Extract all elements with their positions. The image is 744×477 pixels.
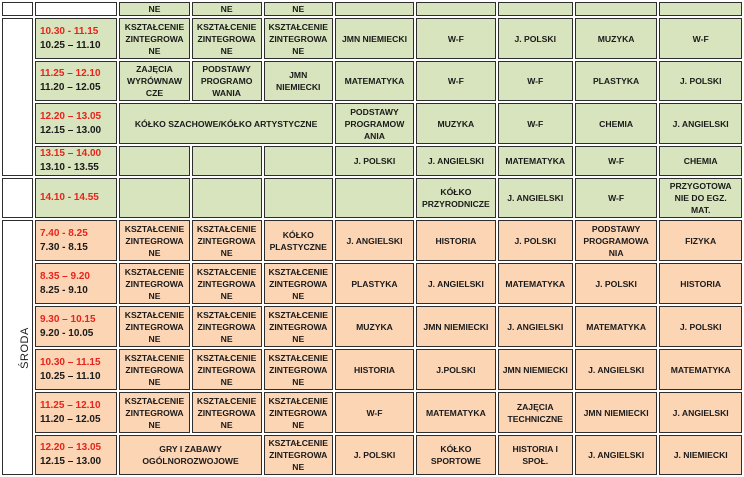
time-cell [35,435,118,475]
subject-cell: J. ANGIELSKI [498,178,573,218]
time-cell [35,178,118,218]
subject-cell: NE [119,2,189,16]
lesson-time-secondary: 10.25 – 11.10 [39,370,101,382]
subject-cell: KSZTAŁCENIE ZINTEGROWA NE [264,306,333,347]
table-row [2,18,742,59]
time-cell [35,18,118,59]
subject-cell: PODSTAWY PROGRAMOW ANIA [335,103,414,144]
subject-cell: J. ANGIELSKI [659,103,742,144]
merged-subject-cell: KÓŁKO SZACHOWE/KÓŁKO ARTYSTYCZNE [119,103,332,144]
subject-cell: HISTORIA [416,220,495,261]
subject-cell: W-F [659,18,742,59]
lesson-time-primary: 8.35 – 9.20 [39,270,90,282]
subject-cell [498,2,573,16]
lesson-time-secondary: 12.15 – 13.00 [39,456,102,467]
table-row [2,146,742,176]
subject-cell [119,146,189,176]
time-cell [35,146,118,176]
subject-cell: KSZTAŁCENIE ZINTEGROWA NE [192,263,262,304]
subject-cell: KÓŁKO PRZYRODNICZE [416,178,495,218]
table-row [2,306,742,347]
subject-cell: MATEMATYKA [575,306,658,347]
subject-cell: HISTORIA [335,349,414,390]
lesson-time-primary: 10.30 - 11.15 [39,25,99,37]
subject-cell: KÓŁKO PLASTYCZNE [264,220,333,261]
subject-cell [192,146,262,176]
lesson-time-secondary: 11.20 – 12.05 [39,413,101,425]
subject-cell: J. POLSKI [335,146,414,176]
subject-cell: W-F [335,392,414,433]
subject-cell: J. ANGIELSKI [659,392,742,433]
subject-cell: ZAJĘCIA TECHNICZNE [498,392,573,433]
subject-cell: KSZTAŁCENIE ZINTEGROWA NE [192,18,262,59]
subject-cell [335,178,414,218]
table-row [2,263,742,304]
subject-cell: KSZTAŁCENIE ZINTEGROWA NE [192,220,262,261]
subject-cell: JMN NIEMIECKI [575,392,658,433]
subject-cell: KSZTAŁCENIE ZINTEGROWA NE [119,349,189,390]
lesson-time-primary: 11.25 – 12.10 [39,68,101,79]
day-label: ŚRODA [18,326,31,369]
lesson-time-secondary: 10.25 – 11.10 [39,39,101,51]
subject-cell: J. ANGIELSKI [335,220,414,261]
subject-cell: CHEMIA [659,146,742,176]
table-row [2,435,742,475]
subject-cell: W-F [575,146,658,176]
subject-cell: W-F [575,178,658,218]
subject-cell: J. ANGIELSKI [416,263,495,304]
subject-cell: KSZTAŁCENIE ZINTEGROWA NE [264,263,333,304]
subject-cell: W-F [416,18,495,59]
subject-cell: J. POLSKI [659,61,742,101]
time-cell [35,306,118,347]
table-row [2,220,742,261]
lesson-time-secondary: 12.15 – 13.00 [39,124,102,136]
subject-cell: MUZYKA [335,306,414,347]
subject-cell: J. POLSKI [659,306,742,347]
subject-cell: KSZTAŁCENIE ZINTEGROWA NE [119,263,189,304]
subject-cell: J. POLSKI [575,263,658,304]
subject-cell: J. NIEMIECKI [659,435,742,475]
table-row [2,178,742,218]
subject-cell: JMN NIEMIECKI [416,306,495,347]
subject-cell: J. POLSKI [498,18,573,59]
subject-cell: W-F [498,103,573,144]
time-cell [35,220,118,261]
subject-cell: KSZTAŁCENIE ZINTEGROWA NE [192,392,262,433]
subject-cell: KÓŁKO SPORTOWE [416,435,495,475]
lesson-time-primary: 11.25 – 12.10 [39,399,101,411]
subject-cell: PLASTYKA [575,61,658,101]
subject-cell [335,2,414,16]
subject-cell: KSZTAŁCENIE ZINTEGROWA NE [264,349,333,390]
table-row [2,61,742,101]
table-row [2,103,742,144]
lesson-time-secondary: 7.30 - 8.15 [39,241,88,253]
day-cell [2,2,33,16]
subject-cell [264,178,333,218]
subject-cell: NE [264,2,333,16]
subject-cell [575,2,658,16]
subject-cell: CHEMIA [575,103,658,144]
subject-cell: J. ANGIELSKI [575,349,658,390]
subject-cell: PRZYGOTOWA NIE DO EGZ. MAT. [659,178,742,218]
subject-cell: HISTORIA [659,263,742,304]
subject-cell [416,2,495,16]
subject-cell: J.POLSKI [416,349,495,390]
day-label-cell [2,220,33,475]
subject-cell: J. POLSKI [498,220,573,261]
subject-cell: J. ANGIELSKI [498,306,573,347]
time-cell [35,263,118,304]
time-cell [35,2,118,16]
day-label-cell [2,18,33,176]
subject-cell: KSZTAŁCENIE ZINTEGROWA NE [119,306,189,347]
lesson-time-primary: 13.15 – 14.00 [39,148,102,159]
subject-cell [192,178,262,218]
subject-cell: KSZTAŁCENIE ZINTEGROWA NE [192,349,262,390]
subject-cell: JMN NIEMIECKI [335,18,414,59]
subject-cell: FIZYKA [659,220,742,261]
day-label-cell [2,178,33,218]
table-row [2,349,742,390]
subject-cell: KSZTAŁCENIE ZINTEGROWA NE [119,392,189,433]
lesson-time-secondary: 9.20 - 10.05 [39,327,94,339]
subject-cell: W-F [498,61,573,101]
lesson-time-primary: 7.40 - 8.25 [39,227,88,239]
subject-cell: HISTORIA I SPOŁ. [498,435,573,475]
subject-cell: KSZTAŁCENIE ZINTEGROWA NE [264,18,333,59]
subject-cell: NE [192,2,262,16]
subject-cell: KSZTAŁCENIE ZINTEGROWA NE [264,435,333,475]
subject-cell [264,146,333,176]
subject-cell: MATEMATYKA [498,263,573,304]
subject-cell [659,2,742,16]
subject-cell: MUZYKA [416,103,495,144]
merged-subject-cell: GRY I ZABAWY OGÓLNOROZWOJOWE [119,435,261,475]
subject-cell: JMN NIEMIECKI [264,61,333,101]
lesson-time-primary: 10.30 – 11.15 [39,356,101,368]
subject-cell [119,178,189,218]
subject-cell: MATEMATYKA [498,146,573,176]
table-row [2,392,742,433]
time-cell [35,103,118,144]
subject-cell: PODSTAWY PROGRAMOWA NIA [575,220,658,261]
subject-cell: KSZTAŁCENIE ZINTEGROWA NE [119,18,189,59]
subject-cell: JMN NIEMIECKI [498,349,573,390]
subject-cell: PODSTAWY PROGRAMO WANIA [192,61,262,101]
lesson-time-secondary: 8.25 - 9.10 [39,284,88,296]
time-cell [35,392,118,433]
subject-cell: ZAJĘCIA WYRÓWNAW CZE [119,61,189,101]
subject-cell: MUZYKA [575,18,658,59]
time-cell [35,61,118,101]
subject-cell: MATEMATYKA [659,349,742,390]
lesson-time-primary: 14.10 - 14.55 [39,192,99,203]
subject-cell: MATEMATYKA [416,392,495,433]
subject-cell: KSZTAŁCENIE ZINTEGROWA NE [119,220,189,261]
subject-cell: W-F [416,61,495,101]
table-row [2,2,742,16]
lesson-time-secondary: 11.20 – 12.05 [39,82,101,93]
subject-cell: J. POLSKI [335,435,414,475]
time-cell [35,349,118,390]
subject-cell: MATEMATYKA [335,61,414,101]
lesson-time-primary: 9.30 – 10.15 [39,313,96,325]
subject-cell: PLASTYKA [335,263,414,304]
lesson-time-primary: 12.20 – 13.05 [39,110,102,122]
subject-cell: J. ANGIELSKI [575,435,658,475]
subject-cell: J. ANGIELSKI [416,146,495,176]
lesson-time-secondary: 13.10 - 13.55 [39,162,99,173]
subject-cell: KSZTAŁCENIE ZINTEGROWA NE [264,392,333,433]
subject-cell: KSZTAŁCENIE ZINTEGROWA NE [192,306,262,347]
lesson-time-primary: 12.20 – 13.05 [39,442,102,453]
